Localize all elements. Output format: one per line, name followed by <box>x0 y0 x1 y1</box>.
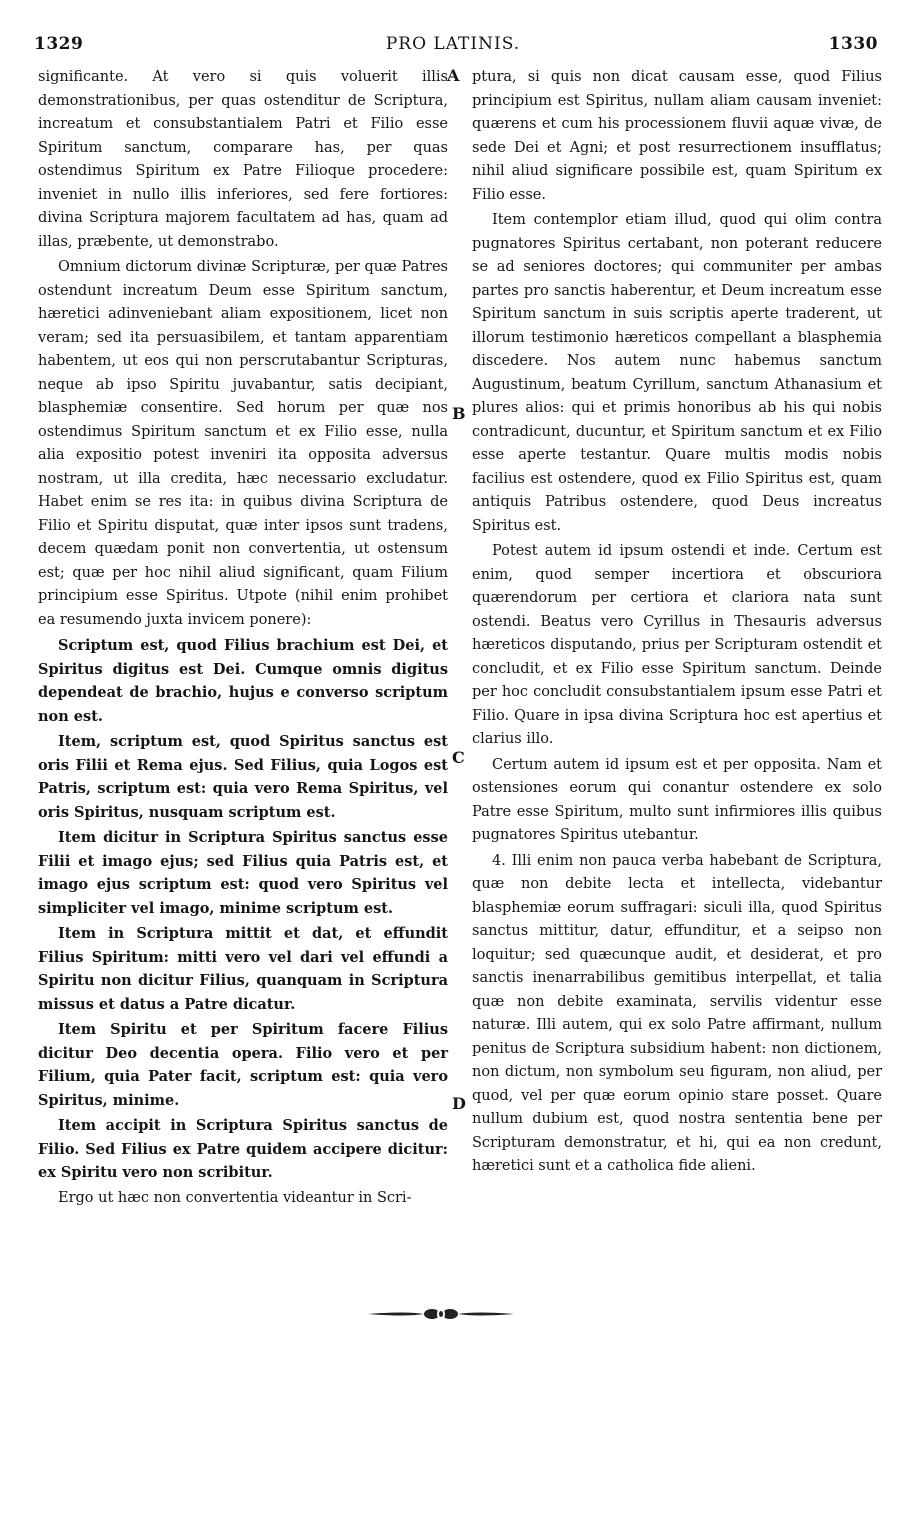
left-column <box>38 66 448 1210</box>
section-marker-b: B <box>452 404 466 423</box>
paragraph: Omnium dictorum divinæ Scripturæ, per quæ Patres ostendunt increatum Deum esse Spiritum sanctum, hæretici adinveniebant aliam expositionem, licet non veram; sed ita persuasibilem, et tantam apparentiam habentem, ut eos qui non perscrutabantur Scripturas, neque ab ipso Spiritu juvabantur, satis decipiant, blasphemiæ consentire. Sed horum per quæ nos ostendimus Spiritum sanctum et ex Filio esse, nulla alia expositio potest inveniri ita opposita adversus nostram, ut illa credita, hæc necessario excludatur. Habet enim se res ita: in quibus divina Scriptura de Filio et Spiritu disputat, quæ inter ipsos sunt tradens, decem quædam ponit non convertentia, ut ostensum est; quæ per hoc nihil aliud significant, quam Filium principium esse Spiritus. Utpote (nihil enim prohibet ea resumendo juxta invicem ponere): <box>38 259 448 628</box>
paragraph: significante. At vero si quis voluerit illis demonstrationibus, per quas ostenditur de Scriptura, increatum et consubstantialem Patri et Filio esse Spiritum sanctum, comparare has, per quas ostendimus Spiritum ex Patre Filioque procedere: inveniet in nullo illis inferiores, sed fere fortiores: divina Scriptura majorem facultatem ad has, quam ad illas, præbente, ut demonstrabo. <box>38 69 448 250</box>
paragraph: Item, scriptum est, quod Spiritus sanctus est oris Filii et Rema ejus. Sed Filius, quia Logos est Patris, scriptum est: quia vero Rema Spiritus, vel oris Spiritus, nusquam scriptum est. <box>38 733 448 821</box>
paragraph: Potest autem id ipsum ostendi et inde. Certum est enim, quod semper incertiora et obscuriora quærendorum per certiora et clariora nata sunt ostendi. Beatus vero Cyrillus in Thesauris adversus hæreticos disputando, prius per Scripturam ostendit et concludit, et ex Filio esse Spiritum sanctum. Deinde per hoc concludit consubstantialem ipsum esse Patri et Filio. Quare in ipsa divina Scriptura hoc est apertius et clarius illo. <box>472 543 882 747</box>
running-title: PRO LATINIS. <box>385 34 521 54</box>
paragraph: Item contemplor etiam illud, quod qui olim contra pugnatores Spiritus certabant, non poterant reducere se ad seniores doctores; qui communiter per ambas partes pro sanctis haberentur, et Deum increatum esse Spiritum sanctum in suis scriptis aperte traderent, ut illorum testimonio hæreticos compellant a blasphemia discedere. Nos autem nunc habemus sanctum Augustinum, beatum Cyrillum, sanctum Athanasium et plures alios: qui et primis honoribus ab his qui nobis contradicunt, ducuntur, et Spiritum sanctum et ex Filio esse aperte testantur. Quare multis modis nobis facilius est ostendere, quod ex Filio Spiritus est, quam antiquis Patribus ostendere, quod Deus increatus Spiritus est. <box>472 212 882 534</box>
paragraph: ptura, si quis non dicat causam esse, quod Filius principium est Spiritus, nullam aliam causam inveniet: quærens et cum his processionem fluvii aquæ vivæ, de sede Dei et Agni; et post resurrectionem insufflatus; nihil aliud significare possibile est, quam Spiritum ex Filio esse. <box>472 69 882 203</box>
paragraph: Item accipit in Scriptura Spiritus sanctus de Filio. Sed Filius ex Patre quidem accipere dicitur: ex Spiritu vero non scribitur. <box>38 1117 448 1181</box>
page-header <box>28 34 878 58</box>
page-number-right: 1330 <box>828 34 878 54</box>
paragraph: 4. Illi enim non pauca verba habebant de Scriptura, quæ non debite lecta et intellecta, videbantur blasphemiæ eorum suffragari: siculi illa, quod Spiritus sanctus mittitur, datur, effunditur, et a seipso non loquitur; sed quæcunque audit, et desiderat, et pro sanctis inenarrabilibus gemitibus interpellat, et talia quæ non debite examinata, servilis videntur esse naturæ. Illi autem, qui ex solo Patre affirmant, nullum penitus de Scriptura subsidium habent: non dictionem, non dictum, non symbolum seu figuram, non aliud, per quod, vel per quæ eorum opinio stare posset. Quare nullum dubium est, quod nostra sententia bene per Scripturam demonstratur, et hi, qui ea non credunt, hæretici sunt et a catholica fide alieni. <box>472 852 882 1174</box>
paragraph: Item dicitur in Scriptura Spiritus sanctus esse Filii et imago ejus; sed Filius quia Patris est, et imago ejus scriptum est: quod vero Spiritus vel simpliciter vel imago, minime scriptum est. <box>38 829 448 917</box>
section-marker-a: A <box>447 66 460 85</box>
section-marker-c: C <box>452 748 465 767</box>
right-column <box>472 66 882 1179</box>
page-number-left: 1329 <box>34 34 84 54</box>
section-marker-d: D <box>452 1094 466 1113</box>
paragraph: Item in Scriptura mittit et dat, et effundit Filius Spiritum: mitti vero vel dari vel effundi a Spiritu non dicitur Filius, quanquam in Scriptura missus et datus a Patre dicatur. <box>38 925 448 1013</box>
paragraph: Ergo ut hæc non convertentia videantur in Scri- <box>58 1189 412 1206</box>
end-ornament-icon <box>366 1306 516 1322</box>
paragraph: Certum autem id ipsum est et per opposita. Nam et ostensiones eorum qui conantur ostendere ex solo Patre esse Spiritum, multo sunt infirmiores illis quibus pugnatores Spiritus utebantur. <box>472 756 882 843</box>
paragraph: Scriptum est, quod Filius brachium est Dei, et Spiritus digitus est Dei. Cumque omnis digitus dependeat de brachio, hujus e converso scriptum non est. <box>38 637 448 725</box>
paragraph: Item Spiritu et per Spiritum facere Filius dicitur Deo decentia opera. Filio vero et per Filium, quia Pater facit, scriptum est: quia vero Spiritus, minime. <box>38 1021 448 1109</box>
